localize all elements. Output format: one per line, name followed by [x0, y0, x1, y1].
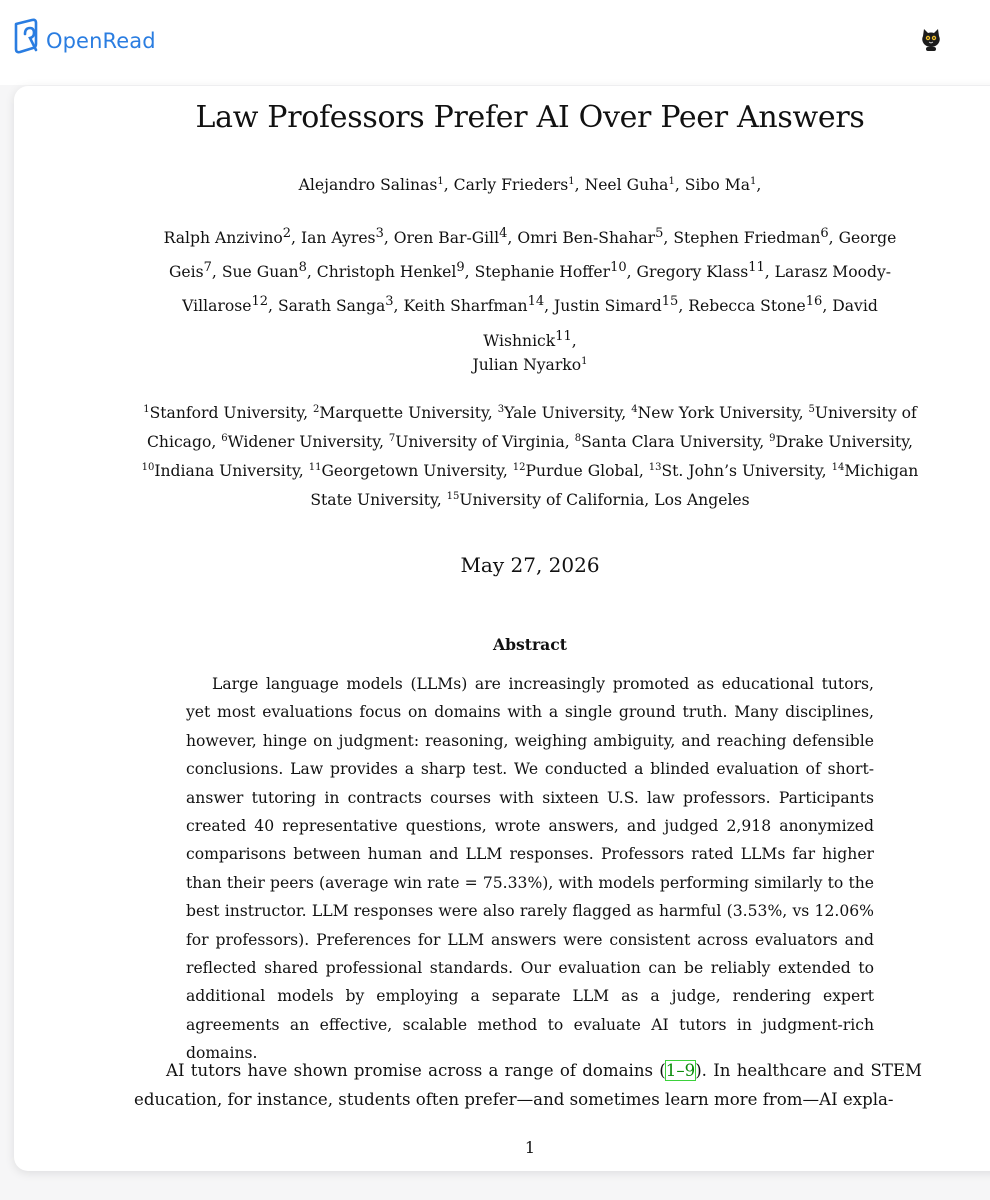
abstract-heading: Abstract [492, 635, 567, 654]
author-affiliation-mark: 2 [282, 226, 292, 241]
affiliation-name: Widener University [227, 433, 379, 451]
author-name: Stephen Friedman [673, 229, 821, 248]
affiliation-number: 12 [512, 461, 526, 473]
author-name: Alejandro Salinas [298, 176, 438, 194]
author-affiliation-mark: 15 [661, 294, 679, 310]
affiliation-number: 10 [141, 461, 155, 473]
author-name: Ian Ayres [300, 229, 376, 248]
cat-avatar-icon[interactable] [918, 26, 944, 52]
affiliation-number: 13 [648, 461, 662, 473]
author-affiliation-mark: 1 [437, 175, 444, 187]
author-name: Christoph Henkel [316, 263, 457, 282]
author-affiliation-mark: 3 [385, 294, 394, 310]
author-name: Stephanie Hoffer [474, 263, 611, 282]
affiliation-number: 1 [143, 403, 150, 415]
author-name: Julian Nyarko [472, 356, 582, 374]
affiliation-number: 5 [808, 403, 815, 415]
affiliation-number: 15 [446, 490, 460, 502]
affiliation-number: 3 [497, 403, 505, 415]
author-name: David Wishnick [483, 297, 878, 350]
citation-separator: – [676, 1061, 685, 1080]
affiliation-number: 14 [831, 461, 845, 473]
author-affiliation-mark: 11 [555, 328, 572, 344]
paper-date: May 27, 2026 [460, 553, 600, 577]
author-affiliation-mark: 11 [748, 260, 765, 276]
affiliation-name: Yale University [504, 404, 622, 422]
intro-text-start: AI tutors have shown promise across a range of domains ( [166, 1061, 666, 1080]
author-name: Sibo Ma [684, 176, 751, 194]
author-affiliation-mark: 7 [203, 260, 212, 276]
author-name: Larasz Moody-Villarose [182, 263, 892, 316]
author-list-last [140, 350, 920, 380]
author-name: Omri Ben-Shahar [517, 229, 656, 248]
affiliation-name: Indiana University [154, 462, 299, 480]
affiliation-name: University of California, Los Angeles [459, 491, 750, 509]
author-affiliation-mark: 6 [820, 226, 829, 241]
citation-link[interactable] [666, 1061, 695, 1080]
affiliation-number: 9 [769, 432, 776, 444]
author-affiliation-mark: 14 [527, 294, 545, 310]
author-name: Sarath Sanga [277, 297, 386, 316]
affiliation-name: Stanford University [149, 404, 304, 422]
affiliation-name: Santa Clara University [581, 433, 760, 451]
affiliation-name: University of Chicago [146, 404, 917, 451]
author-name: Keith Sharfman [403, 297, 528, 316]
author-name: Neel Guha [584, 176, 669, 194]
affiliation-number: 4 [631, 403, 638, 415]
affiliation-number: 8 [574, 432, 582, 444]
intro-paragraph [134, 1056, 922, 1114]
author-affiliation-mark: 12 [251, 294, 269, 310]
author-affiliation-mark: 1 [750, 175, 757, 187]
author-affiliation-mark: 16 [805, 294, 823, 310]
openread-logo[interactable] [12, 18, 156, 58]
affiliation-number: 6 [221, 432, 228, 444]
affiliation-name: Michigan State University [310, 462, 919, 509]
author-affiliation-mark: 9 [456, 260, 465, 276]
page-number: 1 [524, 1138, 536, 1157]
affiliation-name: University of Virginia [395, 433, 565, 451]
top-bar [0, 0, 990, 85]
author-affiliation-mark: 10 [610, 260, 627, 276]
author-name: Gregory Klass [636, 263, 749, 282]
affiliation-name: St. John’s University [661, 462, 822, 480]
author-affiliation-mark: 5 [655, 226, 664, 241]
intro-text-end: ). In healthcare and STEM education, for instance, students often prefer—and sometimes learn more from—AI expla- [134, 1061, 922, 1109]
author-list-middle: Ralph Anzivino$^2$, Ian Ayres$^3$, Oren Bar-Gill$^4$, Omri Ben-Shahar$^5$, Stephen Friedman$^6$, George Geis$^7$, Sue Guan$^8$, Christoph Henkel$^9$, Stephanie Hoffer$^{10}$, Gregory Klass$^{11}$, Larasz Moody-Villarose$^{12}$, Sarath Sanga$^3$, Keith Sharfman$^{14}$, Justin Simard$^{15}$, Rebecca Stone$^{16}$, David Wishnick$^{11}$, [163, 226, 897, 350]
author-name: George Geis [168, 229, 897, 282]
affiliations: $^1$Stanford University, $^2$Marquette University, $^3$Yale University, $^4$New York University, $^5$University of Chicago, $^6$Widener University, $^7$University of Virginia, $^8$Santa Clara University, $^9$Drake University, $^{10}$Indiana University, $^{11}$Georgetown University, $^{12}$Purdue Global, $^{13}$St. John’s University, $^{14}$Michigan State University, $^{15}$University of California, Los Angeles [141, 403, 919, 509]
abstract-text: Large language models (LLMs) are increasingly promoted as educational tutors, yet most evaluations focus on domains with a single ground truth. Many disciplines, however, hinge on judgment: reasoning, weighing ambiguity, and reaching defensible conclusions. Law provides a sharp test. We conducted a blinded evaluation of short-answer tutoring in contracts courses with sixteen U.S. law professors. Participants created 40 representative questions, wrote answers, and judged 2,918 anonymized comparisons between human and LLM responses. Professors rated LLMs far higher than their peers (average win rate = 75.33%), with models performing similarly to the best instructor. LLM responses were also rarely flagged as harmful (3.53%, vs 12.06% for professors). Preferences for LLM answers were consistent across evaluators and reflected shared professional standards. Our evaluation can be reliably extended to additional models by employing a separate LLM as a judge, rendering expert agreements an effective, scalable method to evaluate AI tutors in judgment-rich domains. [186, 675, 874, 1063]
paper-title: Law Professors Prefer AI Over Peer Answers [195, 100, 865, 135]
author-name: Ralph Anzivino [163, 229, 283, 248]
citation-end: 9 [684, 1061, 696, 1080]
author-name: Oren Bar-Gill [393, 229, 500, 248]
author-name: Justin Simard [554, 297, 662, 316]
affiliation-name: Drake University [775, 433, 909, 451]
affiliation-name: New York University [637, 404, 799, 422]
affiliation-name: Purdue Global [525, 462, 639, 480]
author-affiliation-mark: 1 [668, 175, 675, 187]
affiliation-number: 7 [388, 432, 396, 444]
author-name: Sue Guan [221, 263, 299, 282]
author-affiliation-mark: 1 [581, 355, 588, 367]
author-affiliation-mark: 8 [298, 260, 307, 276]
affiliation-number: 11 [308, 461, 322, 473]
author-affiliation-mark: 3 [375, 226, 384, 241]
app-name: OpenRead [46, 29, 156, 53]
author-name: Carly Frieders [453, 176, 569, 194]
author-affiliation-mark: 4 [499, 226, 508, 241]
openread-logo-icon [12, 18, 42, 58]
affiliation-number: 2 [313, 403, 320, 415]
affiliation-name: Marquette University [319, 404, 488, 422]
author-list-first: Alejandro Salinas$^1$, Carly Frieders$^1$, Neel Guha$^1$, Sibo Ma$^1$, [298, 175, 762, 194]
citation-start: 1 [665, 1061, 677, 1080]
author-name: Rebecca Stone [688, 297, 806, 316]
author-affiliation-mark: 1 [568, 175, 575, 187]
affiliation-name: Georgetown University [321, 462, 503, 480]
